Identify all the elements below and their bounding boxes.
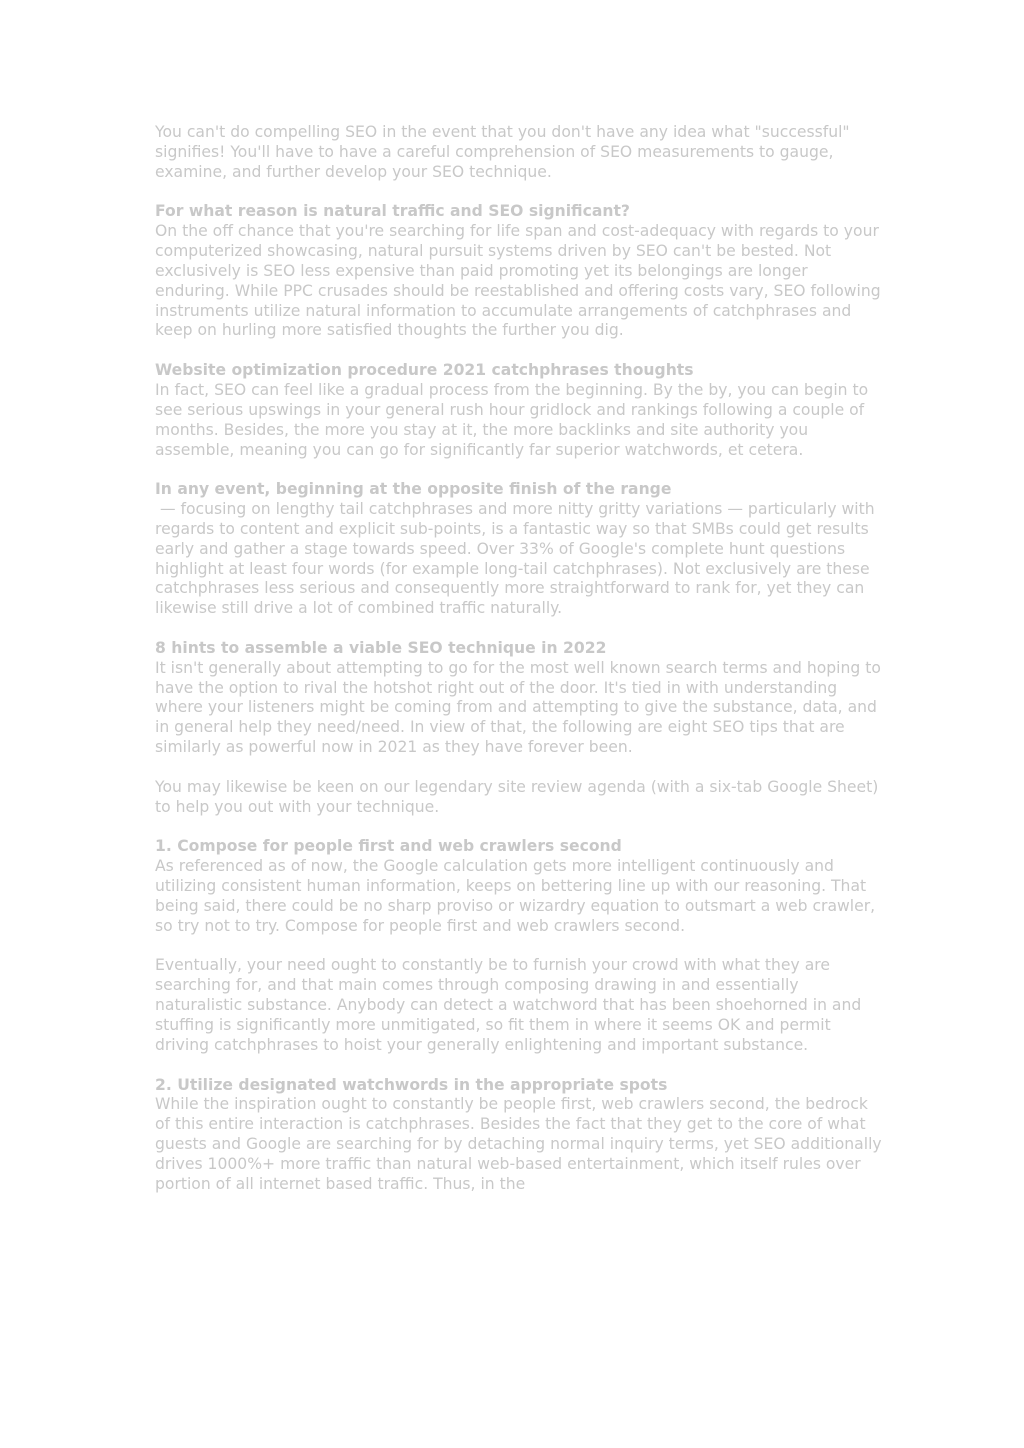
paragraph-eight-hints: It isn't generally about attempting to go for the most well known search terms and hoping to have the option to rival the hotshot right out of the door. It's tied in with understanding where your listeners might be coming from and attempting to give the substance, data, and in general help they need/need. In view of that, the following are eight SEO tips that are similarly as powerful now in 2021 as they have forever been.: [155, 658, 886, 757]
paragraph-tip-1b: Eventually, your need ought to constantly be to furnish your crowd with what they are searching for, and that main comes through composing drawing in and essentially naturalistic substance. Anybody can detect a watchword that has been shoehorned in and stuffing is significantly more unmitigated, so fit them in where it seems OK and permit driving catchphrases to hoist your generally enlightening and important substance.: [155, 956, 867, 1054]
heading-tip-1: 1. Compose for people first and web crawlers second: [155, 837, 622, 856]
paragraph-tip-2: While the inspiration ought to constantly be people first, web crawlers second, the bedrock of this entire interaction is catchphrases. Besides the fact that they get to the core of what guests and Google are searching for by detaching normal inquiry terms, yet SEO additionally drives 1000%+ more traffic than natural web-based entertainment, which itself rules over portion of all internet based traffic. Thus, in the: [155, 1095, 887, 1193]
intro-paragraph: You can't do compelling SEO in the event that you don't have any idea what "successful" signifies! You'll have to have a careful comprehension of SEO measurements to gauge, examine, and further develop your SEO technique.: [155, 123, 855, 181]
heading-opposite-finish: In any event, beginning at the opposite finish of the range: [155, 480, 672, 499]
paragraph-site-review-agenda: You may likewise be keen on our legendary site review agenda (with a six-tab Google Sheet) to help you out with your technique.: [155, 777, 884, 816]
paragraph-why-organic-traffic: On the off chance that you're searching for life span and cost-adequacy with regards to your computerized showcasing, natural pursuit systems driven by SEO can't be bested. Not exclusively is SEO less expensive than paid promoting yet its belongings are longer enduring. While PPC crusades should be reestablished and offering costs vary, SEO following instruments utilize natural information to accumulate arrangements of catchphrases and keep on hurling more satisfied thoughts the further you dig.: [155, 222, 886, 340]
heading-why-organic-traffic: For what reason is natural traffic and SEO significant?: [155, 202, 630, 221]
paragraph-tip-1a: As referenced as of now, the Google calculation gets more intelligent continuously and utilizing consistent human information, keeps on bettering line up with our reasoning. That being said, there could be no sharp proviso or wizardry equation to outsmart a web crawler, so try not to try. Compose for people first and web crawlers second.: [155, 857, 881, 935]
paragraph-opposite-finish: — focusing on lengthy tail catchphrases and more nitty gritty variations — particularly with regards to content and explicit sub-points, is a fantastic way so that SMBs could get results early and gather a stage towards speed. Over 33% of Google's complete hunt questions highlight at least four words (for example long-tail catchphrases). Not exclusively are these catchphrases less serious and consequently more straightforward to rank for, yet they can likewise still drive a lot of combined traffic naturally.: [155, 500, 880, 618]
heading-tip-2: 2. Utilize designated watchwords in the appropriate spots: [155, 1075, 668, 1094]
paragraph-optimization-procedure: In fact, SEO can feel like a gradual process from the beginning. By the by, you can begin to see serious upswings in your general rush hour gridlock and rankings following a couple of months. Besides, the more you stay at it, the more backlinks and site authority you assemble, meaning you can go for significantly far superior watchwords, et cetera.: [155, 380, 874, 459]
heading-eight-hints: 8 hints to assemble a viable SEO technique in 2022: [155, 638, 607, 657]
document-page: [155, 123, 885, 1195]
heading-optimization-procedure: Website optimization procedure 2021 catchphrases thoughts: [155, 361, 694, 380]
